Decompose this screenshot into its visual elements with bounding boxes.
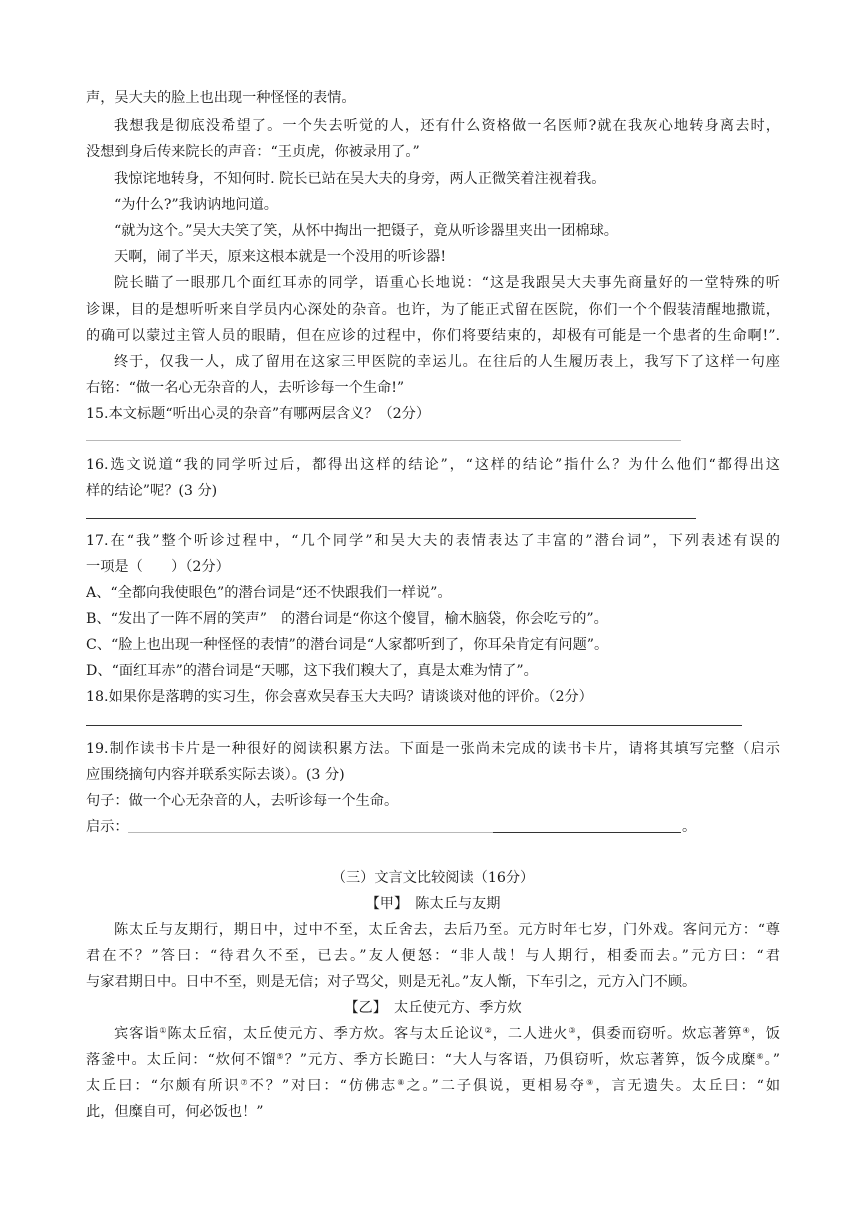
question-17: 17.在“我”整个听诊过程中，“几个同学”和吴大夫的表情表达了丰富的”潜台词”，下列表述有误的: [86, 533, 780, 549]
passage-text: ？”元方、季方长跪曰：“大人与客语，乃俱窃听，炊忘著箅，饭今成糜: [284, 1052, 757, 1068]
option-c: C、“脸上也出现一种怪怪的表情”的潜台词是“人家都听到了，你耳朵肯定有问题”。: [86, 637, 609, 653]
passage-text: 落釜中。太丘问：“炊何不馏: [86, 1052, 277, 1068]
passage-text: ，二人进火: [492, 1026, 569, 1042]
footnote-marker: ⑦: [240, 1078, 250, 1087]
answer-line-18[interactable]: [86, 725, 742, 726]
story-line: “为什么?”我讷讷地问道。: [114, 197, 278, 213]
question-16-cont: 样的结论”呢？(3 分): [86, 483, 218, 499]
story-line: “就为这个。”吴大夫笑了笑，从怀中掏出一把镊子，竟从听诊器里夹出一团棉球。: [114, 223, 618, 239]
insight-blank-2[interactable]: [493, 832, 681, 833]
insight-end-mark: 。: [682, 819, 697, 835]
story-line: 没想到身后传来院长的声音：“王贞虎，你被录用了。”: [86, 144, 420, 160]
story-line: 右铭：“做一名心无杂音的人，去听诊每一个生命!”: [86, 380, 405, 396]
footnote-marker: ④: [742, 1026, 751, 1035]
passage-yi-title: 【乙】 太丘使元方、季方炊: [344, 1000, 522, 1016]
story-line: 院长瞄了一眼那几个面红耳赤的同学，语重心长地说：“这是我跟吴大夫事先商量好的一堂特殊的听: [114, 275, 780, 291]
option-d: D、“面红耳赤”的潜台词是“天哪，这下我们糗大了，真是太难为情了”。: [86, 663, 538, 679]
story-line: 我想我是彻底没希望了。一个失去听觉的人，还有什么资格做一名医师?就在我灰心地转身离去时，: [114, 118, 780, 134]
footnote-marker: ⑥: [756, 1052, 765, 1061]
insight-label: 启示：: [86, 819, 129, 835]
passage-yi-line: 此，但糜自可，何必饭也！”: [86, 1104, 264, 1120]
option-b: B、“发出了一阵不屑的笑声” 的潜台词是“你这个傻冒，榆木脑袋，你会吃亏的”。: [86, 611, 608, 627]
question-15: 15.本文标题“听出心灵的杂音”有哪两层含义？（2分）: [86, 406, 431, 422]
question-19-cont: 应围绕摘句内容并联系实际去谈）。(3 分): [86, 767, 345, 783]
footnote-marker: ⑨: [586, 1078, 596, 1087]
story-line: 天啊，闹了半天，原来这根本就是一个没用的听诊器!: [114, 249, 447, 265]
answer-line-15[interactable]: [86, 440, 681, 441]
passage-text: 宾客诣: [114, 1026, 160, 1042]
question-16: 16.选文说道“我的同学听过后，都得出这样的结论”，“这样的结论”指什么？为什么他们“都得出这: [86, 457, 780, 473]
footnote-marker: ②: [484, 1026, 493, 1035]
story-line: 终于，仅我一人，成了留用在这家三甲医院的幸运儿。在往后的人生履历表上，我写下了这样一句座: [114, 354, 780, 370]
reading-card-sentence: 句子：做一个心无杂音的人，去听诊每一个生命。: [86, 793, 399, 809]
story-line: 的确可以蒙过主管人员的眼睛，但在应诊的过程中，你们将要结束的，却极有可能是一个患者的生命啊!”.: [86, 328, 780, 344]
footnote-marker: ⑤: [276, 1052, 285, 1061]
passage-jia-title: 【甲】 陈太丘与友期: [365, 896, 501, 912]
passage-yi-line: [86, 1076, 780, 1096]
passage-text: ，言无遗失。太丘曰：“如: [595, 1078, 780, 1094]
passage-jia-line: 君在不？”答曰：“待君久不至，已去。”友人便怒：“非人哉！与人期行，相委而去。”元方曰：“君: [86, 948, 780, 964]
footnote-marker: ①: [159, 1026, 168, 1035]
footnote-marker: ⑧: [397, 1078, 407, 1087]
footnote-marker: ③: [568, 1026, 577, 1035]
insight-blank-1[interactable]: [128, 832, 493, 833]
passage-jia-line: 陈太丘与友期行，期日中，过中不至，太丘舍去，去后乃至。元方时年七岁，门外戏。客问元方：“尊: [114, 922, 780, 938]
passage-text: 。”: [764, 1052, 780, 1068]
passage-text: 陈太丘宿，太丘使元方、季方炊。客与太丘论议: [167, 1026, 485, 1042]
option-a: A、“全都向我使眼色”的潜台词是“还不快跟我们一样说”。: [86, 585, 452, 601]
passage-text: ，俱委而窃听。炊忘著箅: [576, 1026, 743, 1042]
passage-jia-line: 与家君期日中。日中不至，则是无信；对子骂父，则是无礼。”友人惭，下车引之，元方入门不顾。: [86, 974, 697, 990]
story-line: 我惊诧地转身，不知何时. 院长已站在吴大夫的身旁，两人正微笑着注视着我。: [114, 171, 606, 187]
passage-text: 之。”二子俱说，更相易夺: [406, 1078, 587, 1094]
passage-yi-line: [114, 1024, 780, 1044]
question-19: 19.制作读书卡片是一种很好的阅读积累方法。下面是一张尚未完成的读书卡片，请将其填写完整（启示: [86, 741, 780, 757]
answer-line-16[interactable]: [86, 518, 696, 519]
question-17-cont: 一项是（ ）（2分）: [86, 559, 230, 575]
section-heading: （三）文言文比较阅读（16分）: [331, 870, 535, 886]
story-line: 诊课，目的是想听听来自学员内心深处的杂音。也许，为了能正式留在医院，你们一个个假装清醒地撒谎，: [86, 302, 780, 318]
passage-text: ，饭: [750, 1026, 780, 1042]
question-18: 18.如果你是落聘的实习生，你会喜欢吴春玉大夫吗？请谈谈对他的评价。（2分）: [86, 689, 593, 705]
passage-text: 太丘曰：“尔颇有所识: [86, 1078, 241, 1094]
passage-yi-line: [86, 1050, 780, 1070]
passage-text: 不？”对曰：“仿佛志: [249, 1078, 398, 1094]
story-line: 声，吴大夫的脸上也出现一种怪怪的表情。: [86, 90, 356, 106]
